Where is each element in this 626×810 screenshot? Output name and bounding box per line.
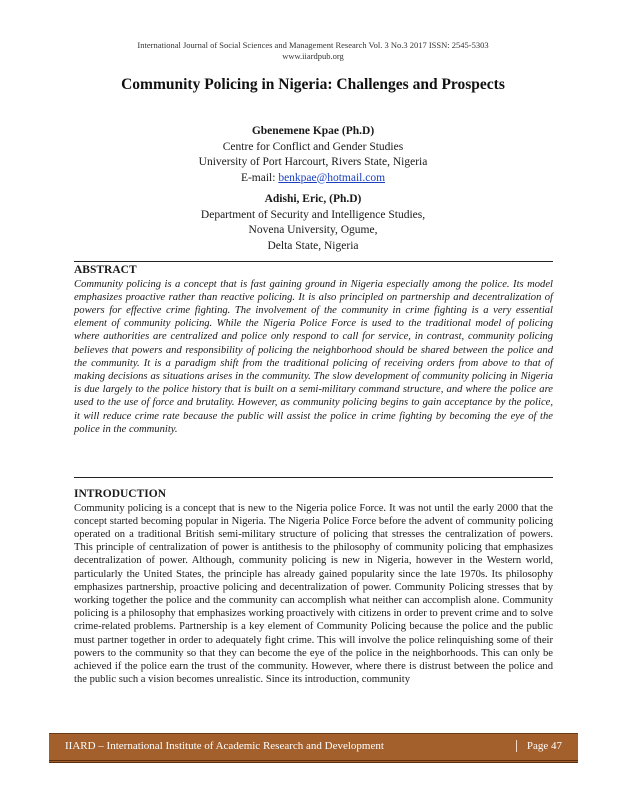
abstract-top-rule [74, 261, 553, 262]
author-name: Gbenemene Kpae (Ph.D) [251, 125, 375, 137]
email-label: E-mail: [240, 171, 279, 184]
paper-title: Community Policing in Nigeria: Challenges and Prospects [121, 76, 505, 93]
introduction-heading: INTRODUCTION [74, 488, 167, 500]
abstract-bottom-rule [74, 477, 553, 478]
abstract-heading: ABSTRACT [74, 264, 137, 276]
page-footer [49, 733, 578, 763]
footer-institute: IIARD – International Institute of Academic Research and Development [65, 740, 384, 752]
abstract-section [74, 264, 553, 436]
introduction-section [74, 488, 553, 686]
author-affiliation: Novena University, Ogume, [248, 224, 378, 236]
email-link[interactable]: benkpae@hotmail.com [278, 171, 386, 184]
author-block-2 [0, 192, 626, 254]
journal-citation: International Journal of Social Sciences and Management Research Vol. 3 No.3 2017 ISSN: 2545-5303 [137, 40, 489, 50]
author-affiliation: Centre for Conflict and Gender Studies [222, 140, 404, 153]
introduction-text: Community policing is a concept that is new to the Nigeria police Force. It was not until the early 2000 that the concept started becoming popular in Nigeria. The Nigeria Police Force before the advent of community policing operated on a traditional British semi-military structure of policing that stresses the centralization of powers. This principle of centralization of power is antithesis to the philosophy of community policing that emphasizes decentralization of power. Although, community policing is new in Nigeria, however in the Western world, particularly the United States, the principle has already gained popularity since the late 1970s. Its philosophy emphasizes partnership, proactive policing and decentralization of power. Community Policing stresses that by working together the police and the community can accomplish what neither can accomplish alone. Community policing is a philosophy that emphasizes working proactively with citizens in order to prevent crime and to solve crime-related problems. Partnership is a key element of Community Policing because the police and the public must partner together in order to adequately fight crime. This will involve the police relinquishing some of their powers to the community so that they can become the eye of the police in the neighborhoods. This can only be achieved if the police earn the trust of the community. However, where there is distrust between the police and the public such a vision becomes unrealistic. Since its introduction, community [74, 502, 553, 686]
author-email-line [0, 171, 626, 187]
journal-website: www.iiardpub.org [282, 51, 344, 61]
abstract-text: Community policing is a concept that is fast gaining ground in Nigeria especially among the police. Its model emphasizes proactive rather than reactive policing. It is also principled on partnership and decentralization of powers for effective crime fighting. The involvement of the community in crime fighting is a very essential element of community policing. While the Nigeria Police Force is used to the traditional model of policing where authorities are centralized and police only respond to call for service, in contrast, community policing believes that powers and responsibility of policing the neighborhood should be shared between the police and the community. It is a paradigm shift from the traditional policing of receiving orders from above to that of making decisions as situations arises in the community. The slow development of community policing in Nigeria is due largely to the police history that is built on a semi-military command structure, and where the police are used to the use of force and brutality. However, as community policing begins to gain acceptance by the police, it will reduce crime rate because the public will assist the police in crime fighting by becoming the eye of the police in the community. [74, 278, 553, 435]
author-name: Adishi, Eric, (Ph.D) [264, 193, 362, 205]
author-block-1 [0, 124, 626, 186]
page-number: Page 47 [516, 740, 562, 752]
author-affiliation: University of Port Harcourt, Rivers State, Nigeria [198, 156, 428, 168]
author-affiliation: Department of Security and Intelligence Studies, [200, 208, 426, 221]
author-affiliation: Delta State, Nigeria [267, 239, 359, 252]
journal-header [0, 40, 626, 62]
